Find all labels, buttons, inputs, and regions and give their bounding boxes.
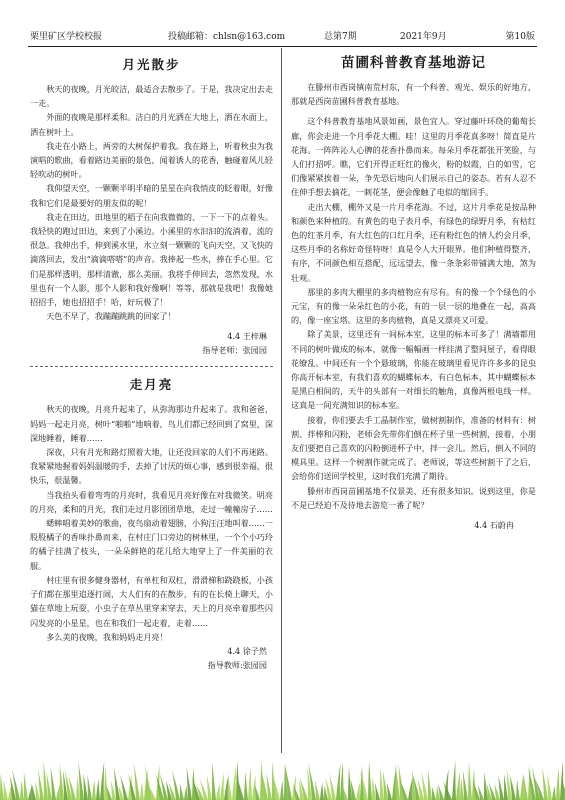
article-walking-moon [30,402,273,643]
grass-blade [463,770,468,800]
grass-blade [375,783,380,800]
teacher-line: 指导老师：张园园 [202,345,267,356]
grass-blade [184,786,188,800]
grass-blade [456,771,460,800]
grass-blade [24,771,28,800]
paragraph: 当我抬头看着弯弯的月亮时，我看见月亮好像在对我微笑。明亮的月亮，柔和的月光，我们走过月影团团草地，走过一幢幢房子…… [30,489,273,514]
paragraph: 深夜，只有月光和路灯照着大地，让还没回家的人们不再迷路。我紧紧地握着妈妈温暖的手，去掉了讨厌的烦心事，感到很幸福，很快乐，很温馨。 [30,447,273,486]
grass-blade [216,783,220,800]
article-title-walking-moon: 走月亮 [129,377,174,393]
issue-number: 总第7期 [324,32,357,42]
paragraph: 在滕州市西岗镇南荒村东，有一个科普、观光、娱乐的好地方，那就是西岗苗圃科普教育基地。 [291,82,536,107]
grass-blade [31,783,36,800]
header-rule [28,46,537,47]
paragraph: 滕州市西岗苗圃基地不仅景美、还有很多知识。说到这里，你是不是已经迫不及待地去游览一番了呢？ [291,485,536,510]
right-column [291,50,536,532]
paragraph: 村庄里有很多健身器材，有单杠和双杠，滑滑梯和跷跷板，小孩子们都在那里追逐打闹，大人们有的在散步，有的在长椅上聊天，小猫在草地上玩耍，小虫子在草丛里穿来穿去，天上的月亮牵着那些闪闪发亮的小星星，也在和我们一起走着，走着…… [30,574,273,628]
column-divider [281,48,282,753]
grass-blade [356,782,360,800]
grass-blade [432,786,436,800]
issue-date: 2021年9月 [400,32,447,42]
school-name: 栗里矿区学校校报 [30,32,103,42]
grass-blade [104,767,108,800]
grass-blade [20,780,24,800]
paragraph: 那里的多肉大棚里的多肉植物应有尽有。有的像一个个绿色的小元宝，有的像一朵朵红色的小花，有的一层一层的地叠在一起，高高的，像一座宝塔。这里的多肉植物，真是又漂亮又可爱。 [291,286,536,326]
page-number: 第10版 [505,32,535,42]
paragraph: 外面的夜晚是那样柔和。洁白的月光洒在大地上，洒在水面上，洒在树叶上。 [30,112,273,137]
grass-blade [552,786,556,800]
grass-blade [207,775,212,800]
grass-border-decoration [0,758,565,800]
grass-blade [542,767,548,800]
grass-blade [87,774,92,800]
grass-blade [280,780,284,800]
paragraph: 我仰望天空，一颗颗半明半暗的星星在向我悄皮的眨着眼，好像我和它们是最要好的朋友似的呢！ [30,183,273,208]
paragraph: 天色不早了，我蹦蹦跳跳的回家了！ [46,311,176,322]
grass-blade [220,773,224,800]
grass-blade [315,780,320,800]
grass-blade [336,763,340,800]
paragraph: 这个科普教育基地风景如画，景色宜人。穿过藤叶环绕的葡萄长廊，你会走进一个月季花大棚。哇！这里的月季花真多呀！简直是片花海。一阵阵沁人心脾的花香扑鼻而来。每朵月季花都张开笑脸，与人们打招呼。瞧，它们开得正旺红的像火，粉的似霞，白的如雪，它们像紧紧挨着一朵，争先恐后地向人们展示自己的姿态。若有人忍不住伸手想去摘花，一刺花茎，便会像触了电似的缩回手。 [291,116,536,198]
paragraph: 走出大棚，棚外又是一片月季花海。不过，这片月季花是按品种和颜色来种植的。有黄色的电子表月季，有绿色的绿野月季，有枯红色的红茶月季，有大红色的口红月季，还有粉红色的情人约会月季，这些月季的名称好奇怪特呀！真是令人大开眼界。他们种植得整齐，有序，不同颜色相互搭配，远远望去，像一条条彩带铺满大地，煞为壮观。 [291,201,536,283]
submission-email: 投稿邮箱：chlsn@163.com [168,32,286,42]
article-moonlight-walk [30,82,273,323]
grass-blade [380,767,384,800]
grass-blade [556,768,560,800]
page-header [28,29,537,45]
grass-blade [100,761,104,800]
grass-blade [92,780,96,800]
grass-blade [134,763,140,800]
grass-blade [428,769,432,800]
grass-blade [248,766,252,800]
grass-blade [468,761,472,800]
article-title-moonlight-walk: 月光散步 [122,57,181,72]
paragraph: 多么美的夜晚，我和妈妈走月亮！ [46,631,168,642]
grass-blade [212,762,216,800]
grass-blade [140,782,144,800]
grass-blade [56,784,60,800]
grass-blade [228,775,232,800]
grass-blade [498,775,504,800]
grass-blade [60,763,64,800]
author-line: 4.4 徐子然 [227,645,267,656]
grass-blade [523,773,528,800]
teacher-line: 指导教师:张园园 [207,659,267,670]
paragraph: 秋天的夜晚，月亮升起来了，从弥海那边升起来了。我和爸爸，妈妈一起走月亮，树叶“啪啪”地响着，鸟儿们都已经回到了窝里，深深地睡着，睡着…… [30,404,273,443]
section-separator [30,366,273,367]
grass-blade [452,760,456,800]
grass-blade [547,773,552,800]
grass-blade [180,783,184,800]
author-line: 4.4 王梓琳 [227,331,267,342]
grass-blade [320,783,324,800]
paragraph: 我走在田边，田地里的稻子在向我微微的、一下一下的点着头。我轻快的跑过田边，来到了小溪边。小溪里的水汩汩的流淌着，流的很急。我伸出手，伸到溪水里，水立刻一颗颗的飞向天空，又飞快的滴落回去，发出“滴滴嗒嗒”的声音。我捧起一些水，捧在手心里。它们是那样透明，那样清澈，那么美丽。我将手伸回去，忽然发现，水里也有一个人影，那个人影和我好像啊！等等，那就是我吧！我像她招招手，她也招招手！哈，好玩极了！ [30,211,273,308]
grass-blade [368,761,372,800]
paragraph: 接着，你们要去手工晶制作室，做树割制作，准备的材料有：树割、拌棒和闪粉，老师会先带你们倒在杯子里一些树割，接着，小朋友们要把自己喜欢的闪粉倒进杯子中，拌一会儿。然后，倒入不同的模具里。这样一个树割作就完成了。老师说，等这些树割干了之后，会给你们送回学校里，这时我们充满了期待。 [291,414,536,482]
paragraph: 我走在小路上，两旁的大树保护着我。我在路上，听着秋虫为我演唱的歌曲，看着路边美丽的景色，闻着诱人的花香，触碰着风儿轻轻吹动的树叶。 [30,140,273,180]
article-nursery-trip [291,80,536,512]
paragraph: 秋天的夜晚，月光皎洁，最适合去散步了。于是，我决定出去走一走。 [30,84,273,109]
paragraph: 除了美景，这里还有一间标本室，这里的标本可多了！满墙都用不同的树叶做成的标本，就像一幅幅画一样挂满了整间屋子，看得眼花缭乱。中间还有一个个悬玻璃，你能在玻璃里看见许许多多的昆虫你高开标本室，有我们喜欢的蝴蝶标本，有白色标本，其中蝴蝶标本是黑白相间的，天牛的头部有一对细长的触角，真像两根电线一样。这真是一间充满知识的标本室。 [291,329,536,411]
grass-blade [96,779,100,800]
grass-blade [516,779,520,800]
left-column [30,50,273,672]
grass-blade [224,774,229,800]
grass-blade [232,766,236,800]
grass-blade [0,773,4,800]
grass-blade [244,772,248,800]
grass-blade [560,761,564,800]
author-line: 4.4 石蔚冉 [474,520,514,531]
grass-blade [83,773,88,800]
grass-blade [3,780,8,800]
grass-blade [51,766,56,800]
paragraph: 蟋蟀唱着美妙的歌曲，夜鸟扇动着翅膀，小狗汪汪地叫着……一股股橘子的香味扑鼻而来，在村庄门口旁边的树林里，一个个小巧玲的橘子挂满了枝头，一朵朵鲜艳的花儿给大地穿上了一件美丽的衣服。 [30,518,273,571]
article-title-nursery-trip: 苗圃科普教育基地游记 [341,55,486,71]
